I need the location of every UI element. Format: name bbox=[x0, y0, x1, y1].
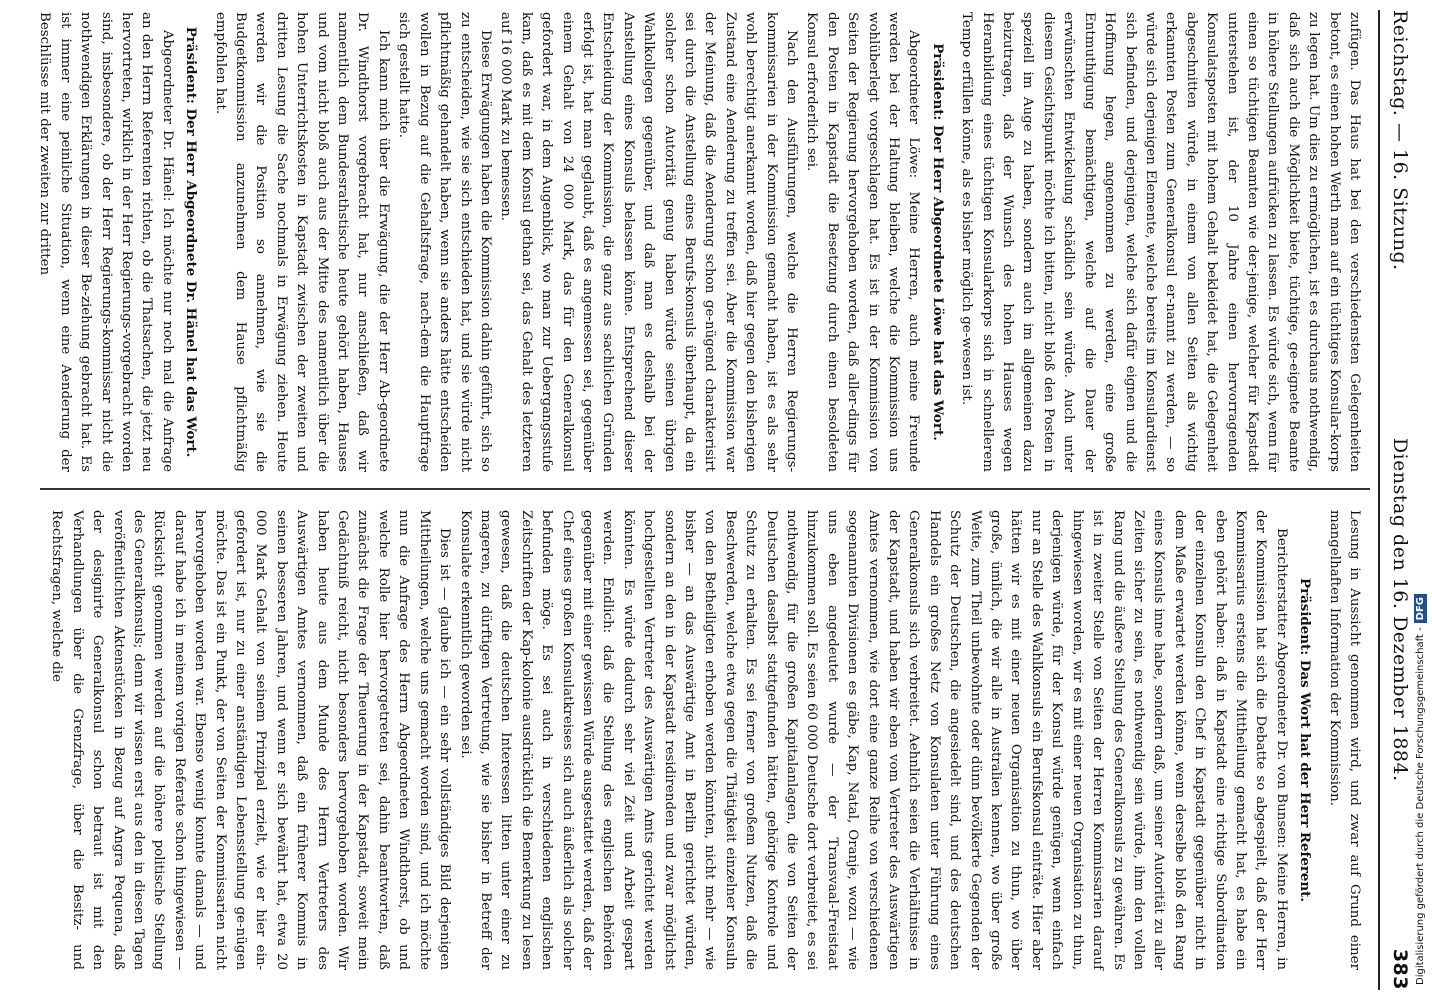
right-column bbox=[44, 510, 1364, 970]
header-date: Dienstag den 16. Dezember 1884. bbox=[1389, 437, 1411, 782]
digitization-credit bbox=[1414, 594, 1427, 985]
paragraph: Lesung in Aussicht genommen wird, und zwar auf Grund einer mangelhaften Information der Kommission. bbox=[1326, 510, 1362, 970]
page-number: 383 bbox=[1389, 948, 1411, 990]
paragraph: zufügen. Das Haus hat bei den verschiedensten Gelegenheiten betont, es einen hohen Werth man auf ein tüchtiges Konsular-korps zu legen hat. Um dies zu ermöglichen, ist es durchaus nothwendig, daß sich auch die Möglichkeit biete, tüchtige, ge-eignete Beamte in höhere Stellungen aufrücken zu lassen. Es würde sich, wenn für einen so tüchtigen Beamten wie der-jenige, welcher für Kapstadt unterstehen ist, der 10 Jahre einen hervorragenden Konsulatsposten mit hohem Gehalt bekleidet hat, die Gelegenheit abgeschnitten würde, in einem von allen Seiten als wichtig erkannten Posten zum Generalkonsul er-nannt zu werden, — so würde sich derjenigen Elemente, welche bereits im Konsulardienst sich befinden, und derjenigen, welche sich dafür eignen und die Hoffnung hegen, angenommen zu werden, eine große Entmuthigung bemächtigen, welche auf die Dauer der erwünschten Entwickelung schädlich sein würde. Auch unter diesem Gesichtspunkt möchte ich bitten, nicht bloß den Posten in speziell im Auge zu haben, sondern auch im allgemeinen dazu beizutragen, daß der Wunsch des hohen Hauses wegen Heranbildung eines tüchtigen Konsularkorps sich in schnellerem Tempo erfüllen könne, als es bisher möglich ge-wesen ist. bbox=[959, 12, 1362, 472]
header-session: Reichstag. — 16. Sitzung. bbox=[1389, 10, 1411, 271]
speaker-heading: Präsident: Das Wort hat der Herr Referent. bbox=[1297, 578, 1314, 902]
paragraph: Berichterstatter Abgeordneter Dr. von Bunsen: Meine Herren, in der Kommission hat sich die Debatte so abgespielt, daß der Herr Kommissarius erstens die Mittheilung gemacht hat, es habe ein eben gehört haben: daß in Kapstadt eine richtige Subordination der einzelnen Konsuln den Chef in Kapstadt gegenüber nicht in dem Maße erwartet werden könne, wenn derselbe bloß den Rang eines Konsuls inne habe, sondern daß, um seiner Autorität zu aller Zeiten sicher zu sein, es nothwendig sein würde, ihm den vollen Rang und die äußere Stellung des Generalkonsuls zu gewähren. Es ist in zweiter Stelle von Seiten der Herren Kommissarien darauf hingewiesen worden, wir es mit einer neuen Organisation zu thun, derjenigen würde, für der Konsul würde genügen, wenn einfach nur an Stelle des Wahlkonsuls ein Berufskonsul einträte. Hier aber hätten wir es mit einer neuen Organisation zu thun, wo über große, ümlich, die wir alle in Australien kennen, wo über große Weite, zum Theil unbewohnte oder dünn bevölkerte Gegenden der Schutz der Deutschen, die angesiedelt sind, und des deutschen Handels ein großes Netz von Konsulaten unter Führung eines Generalkonsuls sich verbreitet. Aehnlich seien die Verhältnisse in der Kapstadt, und haben wir eben vom Vertreter des Auswärtigen Amtes vernommen, wie dort eine ganze Reihe von verschiedenen sogenannten Divisionen es gäbe, Kap, Natal, Oranje, wozu — wie uns eben angedeutet wurde — der Transvaal-Freistaat hinzukommen soll. Es seien 60 000 Deutsche dort verbreitet, es sei nothwendig, für die großen Kapitalanlagen, die von Seiten der Deutschen daselbst stattgefunden hätten, gehörige Kontrole und Schutz zu erhalten. Es sei ferner von großem Nutzen, daß die Beschwerden, welche etwa gegen die Thätigkeit einzelner Konsuln von den Betheiligten erhoben werden könnten, nicht mehr — wie bisher — an das Auswärtige Amt in Berlin gerichtet würden, sondern an den in der Kapstadt residirenden und zwar möglichst hochgestellten Vertreter des Auswärtigen Amts gerichtet werden könnten. Es würde dadurch sehr viel Zeit und Arbeit gespart werden. Endlich: daß die Stellung des englischen Behörden gegenüber mit einer gewissen Würde ausgestattet werden, daß der Chef eines großen Konsulatkreises sich auch äußerlich als solcher befunden möge. Es sei auch in verschiedenen englischen Zeitschriften der Kap-kolonie ausdrücklich die Bemerkung zu lesen gewesen, daß die deutschen Interessen litten unter einer zu mageren, zu dürftigen Vertretung, wie sie bisher in Betreff der Konsulate erkenntlich geworden sei. bbox=[457, 510, 1289, 970]
paragraph: Dies ist — glaube ich — ein sehr vollständiges Bild derjenigen Mittheilungen, welche uns gemacht worden sind, und ich möchte nun die Anfrage des Herrn Abgeordneten Windthorst, ob und welche Rolle hier hervorgetreten sei, dahin beantworten, daß zunächst die Frage der Theuerung in der Kapstadt, soweit mein Gedächtniß reicht, nicht besonders hervorgehoben worden. Wir haben heute aus dem Munde des Herrn Vertreters des Auswärtigen Amtes vernommen, daß ein früherer Kommis in seinen besseren Jahren, und wenn er sich bewährt hat, etwa 20 000 Mark Gehalt von seinem Prinzipal erzielt, wie er hier ein-gefordert ist, nur zu einer anständigen Lebensstellung ge-nügen möchte. Das ist ein Punkt, der von Seiten der Kommissarien nicht hervorgehoben worden war. Ebenso wenig konnte damals — und darauf habe ich in meinem vorigen Referate schon hingewiesen — Rücksicht genommen werden auf die höhere politische Stellung des Generalkonsuls; denn wir wissen erst aus den in diesen Tagen veröffentlichten Aktenstücken in Bezug auf Angra Pequena, daß der designirte Generalkonsul schon betraut ist mit den Verhandlungen über die Grenzfrage, über die Besitz- und Rechtsfragen, welche die bbox=[49, 510, 453, 970]
column-divider bbox=[40, 488, 1370, 490]
paragraph: Abgeordneter Löwe: Meine Herren, auch meine Freunde werden bei der Haltung bleiben, welche die Kommission uns wohlüberlegt vorgeschlagen hat. Es ist in der Kommission von Seiten der Regierung hervorgehoben worden, daß aller-dings für den Posten in Kapstadt die Besetzung durch einen besoldeten Konsul erforderlich sei. bbox=[804, 12, 922, 472]
paragraph: Diese Erwägungen haben die Kommission dahin geführt, sich so zu entscheiden, wie sie sich entschieden hat, und sie würde nicht pflichtmäßig gehandelt haben, wenn sie anders hätte entscheiden wollen in Bezug auf die Gehaltsfrage, nach-dem die Hauptfrage sich gestellt hatte. bbox=[396, 12, 493, 472]
rotated-page bbox=[30, 10, 1420, 990]
paragraph: Abgeordneter Dr. Hänel: Ich möchte nur noch mal die Anfrage an den Herrn Referenten richten, ob die Thatsachen, die jetzt neu hervortreten, wirklich in der Herr Regierungs-vorgebracht worden sind, insbesondere, ob der Herr Regierungs-kommissar nicht die nothwendigen Erklärungen in dieser Be-ziehung gebracht hat. Es ist immer eine peinliche Situation, wenn eine Aenderung der Beschlüsse mit der zweiten zur dritten bbox=[37, 12, 175, 472]
speaker-heading: Präsident: Der Herr Abgeordnete Löwe hat das Wort. bbox=[929, 43, 946, 441]
header-rule bbox=[1378, 10, 1380, 990]
speaker-heading: Präsident: Der Herr Abgeordnete Dr. Hänel hat das Wort. bbox=[183, 26, 200, 458]
paragraph: Ich kann mich über die Erwägung, die der Herr Ab-geordnete Dr. Windthorst vorgebracht hat, nur anschließen, daß wir namentlich dem Bundesrathstische heute gehört haben, Hauses und vom nicht bloß auch aus der Mitte des namentlich über die hohen Unterrichtskosten in Kapstadt zwischen der zweiten und dritten Lesung die Sache nochmals in Erwägung ziehen. Heute werden wir die Position so annehmen, wie sie die Budgetkommission anzunehmen dem Hause pflichtmäßig empfohlen hat. bbox=[212, 12, 391, 472]
paragraph: Nach den Ausführungen, welche die Herren Regierungs-kommissarien in der Kommission gemacht haben, ist es als sehr wohl berechtigt anerkannt worden, daß hier gegen den bisherigen Zustand eine Aenderung zu treffen sei. Aber die Kommission war der Meinung, daß die Aenderung schon ge-nügend charakterisirt sei durch die Anstellung eines Berufs-konsuls überhaupt, da ein solcher schon Autorität genug haben würde seinen übrigen Wahlkollegen gegenüber, und daß man es deshalb bei der Anstellung eines Konsuls belassen könne. Entsprechend dieser Entscheidung der Kommission, die ganz aus sachlichen Gründen erfolgt ist, hat man geglaubt, daß es angemessen sei, gegenüber einem Gehalt von 24 000 Mark, das für den Generalkonsul gefordert war, in dem Augenblick, wo man zur Uebergangsstufe kam, daß es mit dem Konsul gethan sei, das Gehalt des letzteren auf 16 000 Mark zu bemessen. bbox=[498, 12, 800, 472]
dfg-logo: DFG bbox=[1414, 594, 1427, 623]
left-column bbox=[37, 12, 1364, 472]
credit-text: Digitalisierung gefördert durch die Deutsche Forschungsgemeinschaft - bbox=[1415, 627, 1426, 985]
